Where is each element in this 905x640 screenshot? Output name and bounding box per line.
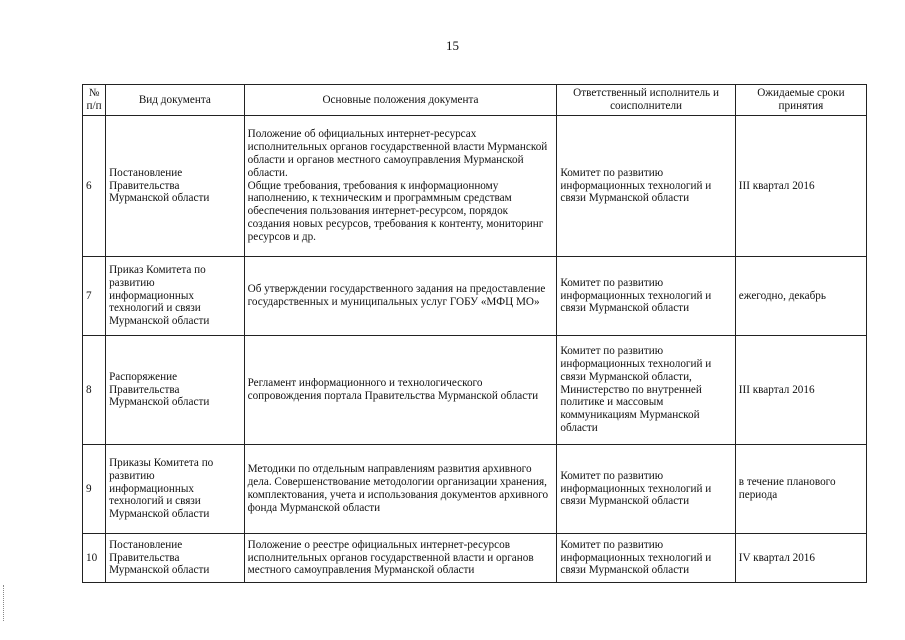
row-responsible: Комитет по развитию информационных технологий и связи Мурманской области, Министерство по внутренней политике и массовым коммуникациям Мурманской области — [557, 336, 735, 445]
row-num: 9 — [83, 445, 106, 534]
document-table — [82, 84, 867, 583]
header-term: Ожидаемые сроки принятия — [735, 85, 866, 116]
row-num: 10 — [83, 534, 106, 583]
row-term: в течение планового периода — [735, 445, 866, 534]
row-num: 7 — [83, 257, 106, 336]
row-document-type: Постановление Правительства Мурманской области — [106, 534, 245, 583]
page-number: 15 — [446, 38, 459, 53]
row-main-provisions: Об утверждении государственного задания на предоставление государственных и муниципальных услуг ГОБУ «МФЦ МО» — [244, 257, 557, 336]
row-responsible: Комитет по развитию информационных технологий и связи Мурманской области — [557, 257, 735, 336]
row-document-type: Приказы Комитета по развитию информационных технологий и связи Мурманской области — [106, 445, 245, 534]
row-document-type: Приказ Комитета по развитию информационных технологий и связи Мурманской области — [106, 257, 245, 336]
header-main-provisions: Основные положения документа — [244, 85, 557, 116]
row-main-provisions: Положение о реестре официальных интернет-ресурсов исполнительных органов государственной власти и органов местного самоуправления Мурманской области — [244, 534, 557, 583]
table-row — [83, 445, 867, 534]
row-term: ежегодно, декабрь — [735, 257, 866, 336]
scan-margin-mark — [3, 585, 6, 621]
row-responsible: Комитет по развитию информационных технологий и связи Мурманской области — [557, 116, 735, 257]
row-num: 6 — [83, 116, 106, 257]
row-main-provisions: Методики по отдельным направлениям развития архивного дела. Совершенствование методологии организации хранения, комплектования, учета и использования документов архивного фонда Мурманской области — [244, 445, 557, 534]
row-document-type: Распоряжение Правительства Мурманской области — [106, 336, 245, 445]
table-header-row — [83, 85, 867, 116]
row-num: 8 — [83, 336, 106, 445]
header-responsible: Ответственный исполнитель и соисполнители — [557, 85, 735, 116]
table-row — [83, 534, 867, 583]
row-term: III квартал 2016 — [735, 336, 866, 445]
header-document-type: Вид документа — [106, 85, 245, 116]
row-term: III квартал 2016 — [735, 116, 866, 257]
table-row — [83, 116, 867, 257]
table-row — [83, 336, 867, 445]
row-document-type: Постановление Правительства Мурманской области — [106, 116, 245, 257]
row-main-provisions: Регламент информационного и технологического сопровождения портала Правительства Мурманской области — [244, 336, 557, 445]
table-row — [83, 257, 867, 336]
row-term: IV квартал 2016 — [735, 534, 866, 583]
row-main-provisions: Положение об официальных интернет-ресурсах исполнительных органов государственной власти Мурманской области и органов местного самоуправления Мурманской области. Общие требования, требования к информационному наполнению, к техническим и программным средствам обеспечения пользования интернет-ресурсом, порядок создания новых ресурсов, требования к контенту, мониторинг ресурсов и др. — [244, 116, 557, 257]
row-responsible: Комитет по развитию информационных технологий и связи Мурманской области — [557, 534, 735, 583]
header-num: № п/п — [83, 85, 106, 116]
row-responsible: Комитет по развитию информационных технологий и связи Мурманской области — [557, 445, 735, 534]
